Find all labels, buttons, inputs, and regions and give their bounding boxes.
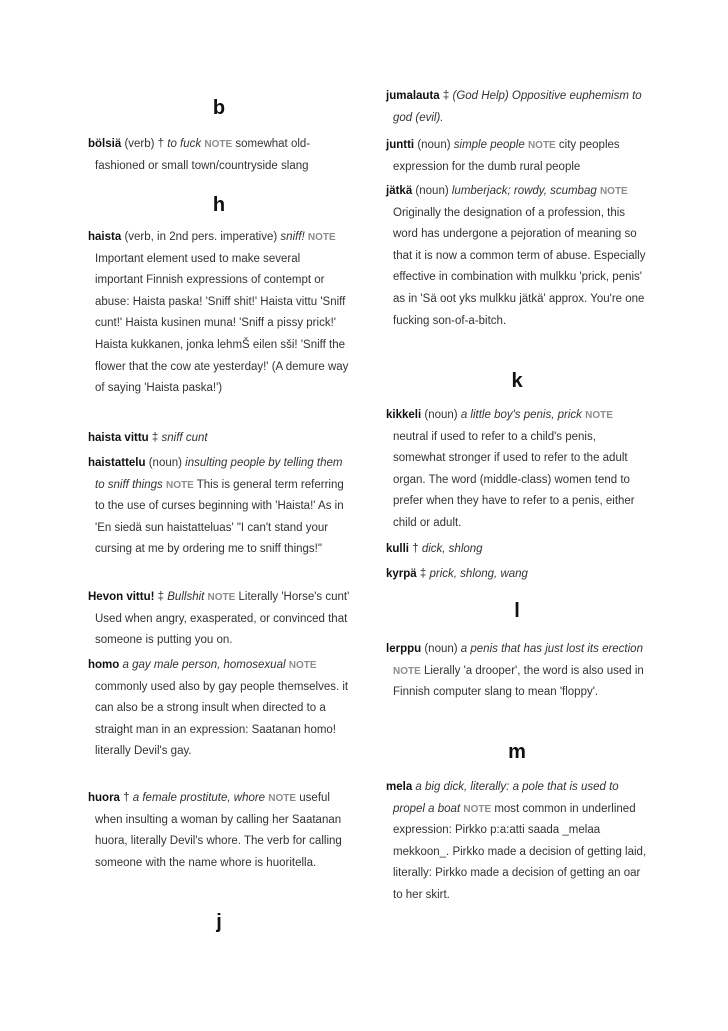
entry-pos: (noun)	[424, 643, 458, 655]
entry-jumalauta	[386, 86, 648, 129]
entry-pos: (verb, in 2nd pers. imperative)	[124, 231, 278, 243]
entry-definition: insulting people by telling them to sniff things	[95, 457, 343, 491]
entry-definition: a female prostitute, whore	[132, 792, 266, 804]
entry-pos: ‡	[157, 591, 165, 603]
note-label: NOTE	[463, 803, 492, 815]
note-label: NOTE	[165, 479, 194, 491]
entry-kikkeli	[386, 405, 648, 535]
note-label: NOTE	[307, 232, 336, 243]
entry-pos: †	[123, 792, 130, 804]
entry-definition: prick, shlong, wang	[429, 568, 528, 580]
letter-heading-b: b	[212, 97, 226, 119]
entry-text: most common in underlined expression: Pirkko p:a:atti saada _melaa mekkoon_. Pirkko made a decision of getting laid, literally: Pirkko made a decision of getting an oar to her skirt.	[393, 802, 647, 901]
entry-haistattelu	[88, 453, 350, 561]
entry-definition: to fuck	[167, 138, 202, 150]
entry-huora	[88, 788, 350, 874]
entry-headword: kyrpä	[386, 568, 417, 580]
entry-text: commonly used also by gay people themselves. it can also be a strong insult when directed to a straight man in an expression: Saatanan homo! literally Devil's gay.	[95, 680, 349, 758]
entry-text: neutral if used to refer to a child's penis, somewhat stronger if used to refer to the adult organ. The word (middle-class) women tend to prefer when they have to refer to a penis, either child or adult.	[393, 430, 635, 529]
entry-bolsia	[88, 134, 350, 177]
entry-definition: dick, shlong	[421, 543, 483, 555]
entry-text: Lierally 'a drooper', the word is also used in Finnish computer slang to mean 'floppy'.	[393, 664, 644, 699]
note-label: NOTE	[204, 139, 233, 150]
entry-pos: (noun)	[148, 457, 182, 469]
note-label: NOTE	[288, 660, 317, 671]
entry-headword: haista vittu	[88, 432, 149, 444]
entry-definition: a gay male person, homosexual	[122, 659, 286, 671]
entry-kulli	[386, 539, 648, 561]
note-label: NOTE	[599, 186, 628, 197]
entry-text: Important element used to make several important Finnish expressions of contempt or abuse: Haista paska! 'Sniff shit!' Haista vittu 'Sniff cunt!' Haista kusinen muna! 'Sniff a pissy prick!' Haista kukkanen, jonka lehmŠ eilen sši! 'Sniff the flower that the cow ate yesterday!' (A demure way of saying 'Haista paska!')	[95, 252, 349, 395]
entry-jatka	[386, 181, 648, 332]
entry-definition: Bullshit	[167, 591, 205, 603]
entry-headword: homo	[88, 659, 120, 671]
entry-definition: lumberjack; rowdy, scumbag	[451, 185, 597, 197]
entry-headword: bölsiä	[88, 138, 122, 150]
entry-definition: a little boy's penis, prick	[460, 409, 582, 421]
entry-definition: sniff!	[280, 231, 305, 243]
letter-heading-j: j	[216, 911, 222, 933]
entry-headword: juntti	[386, 139, 415, 151]
entry-text: city peoples expression for the dumb rural people	[393, 139, 620, 173]
entry-text: useful when insulting a woman by calling her Saatanan huora, literally Devil's whore. The verb for calling someone with the name whore is huoritella.	[95, 792, 342, 869]
entry-headword: Hevon vittu!	[88, 591, 155, 603]
entry-headword: huora	[88, 792, 120, 804]
note-label: NOTE	[207, 592, 236, 603]
entry-haista-vittu	[88, 428, 350, 450]
letter-heading-k: k	[511, 370, 523, 392]
entry-mela	[386, 777, 648, 907]
entry-lerppu	[386, 639, 648, 704]
note-label: NOTE	[393, 665, 421, 677]
entry-hevon-vittu	[88, 587, 350, 652]
entry-pos: ‡	[442, 90, 450, 102]
entry-headword: haistattelu	[88, 457, 146, 469]
entry-pos: (verb) †	[124, 138, 165, 150]
entry-text: somewhat old-fashioned or small town/countryside slang	[95, 138, 311, 172]
letter-heading-l: l	[514, 600, 520, 622]
entry-text: Originally the designation of a profession, this word has undergone a pejoration of meaning so that it is now a common term of abuse. Especially effective in combination with mulkku 'prick, penis' as in 'Sä oot yks mulkku jätkä' approx. You're one fucking son-of-a-bitch.	[393, 206, 646, 327]
entry-headword: jätkä	[386, 185, 413, 197]
note-label: NOTE	[527, 140, 556, 151]
entry-pos: (noun)	[415, 185, 449, 197]
entry-text: This is general term referring to the use of curses beginning with 'Haista!' As in 'En siedä sun haistatteluas' "I can't stand your cursing at me by ordering me to sniff things!"	[95, 478, 344, 556]
entry-definition: (God Help) Oppositive euphemism to god (evil).	[393, 90, 642, 124]
entry-pos: †	[412, 543, 419, 555]
entry-text: Literally 'Horse's cunt' Used when angry, exasperated, or convinced that someone is putting you on.	[95, 591, 350, 647]
entry-haista	[88, 227, 350, 400]
entry-homo	[88, 655, 350, 763]
entry-pos: (noun)	[417, 139, 451, 151]
entry-pos: ‡	[151, 432, 159, 444]
entry-headword: kulli	[386, 543, 410, 555]
entry-headword: jumalauta	[386, 90, 440, 102]
entry-pos: ‡	[419, 568, 427, 580]
entry-definition: a big dick, literally: a pole that is used to propel a boat	[393, 781, 619, 815]
entry-headword: haista	[88, 231, 122, 243]
entry-pos: (noun)	[424, 409, 458, 421]
entry-kyrpa	[386, 564, 648, 586]
letter-heading-m: m	[508, 741, 526, 763]
note-label: NOTE	[585, 410, 613, 421]
letter-heading-h: h	[212, 194, 226, 216]
entry-juntti	[386, 135, 648, 178]
entry-definition: a penis that has just lost its erection	[460, 643, 643, 655]
entry-definition: sniff cunt	[161, 432, 208, 444]
entry-headword: mela	[386, 781, 413, 793]
entry-definition: simple people	[453, 139, 525, 151]
entry-headword: kikkeli	[386, 409, 422, 421]
entry-headword: lerppu	[386, 643, 422, 655]
note-label: NOTE	[268, 793, 297, 804]
